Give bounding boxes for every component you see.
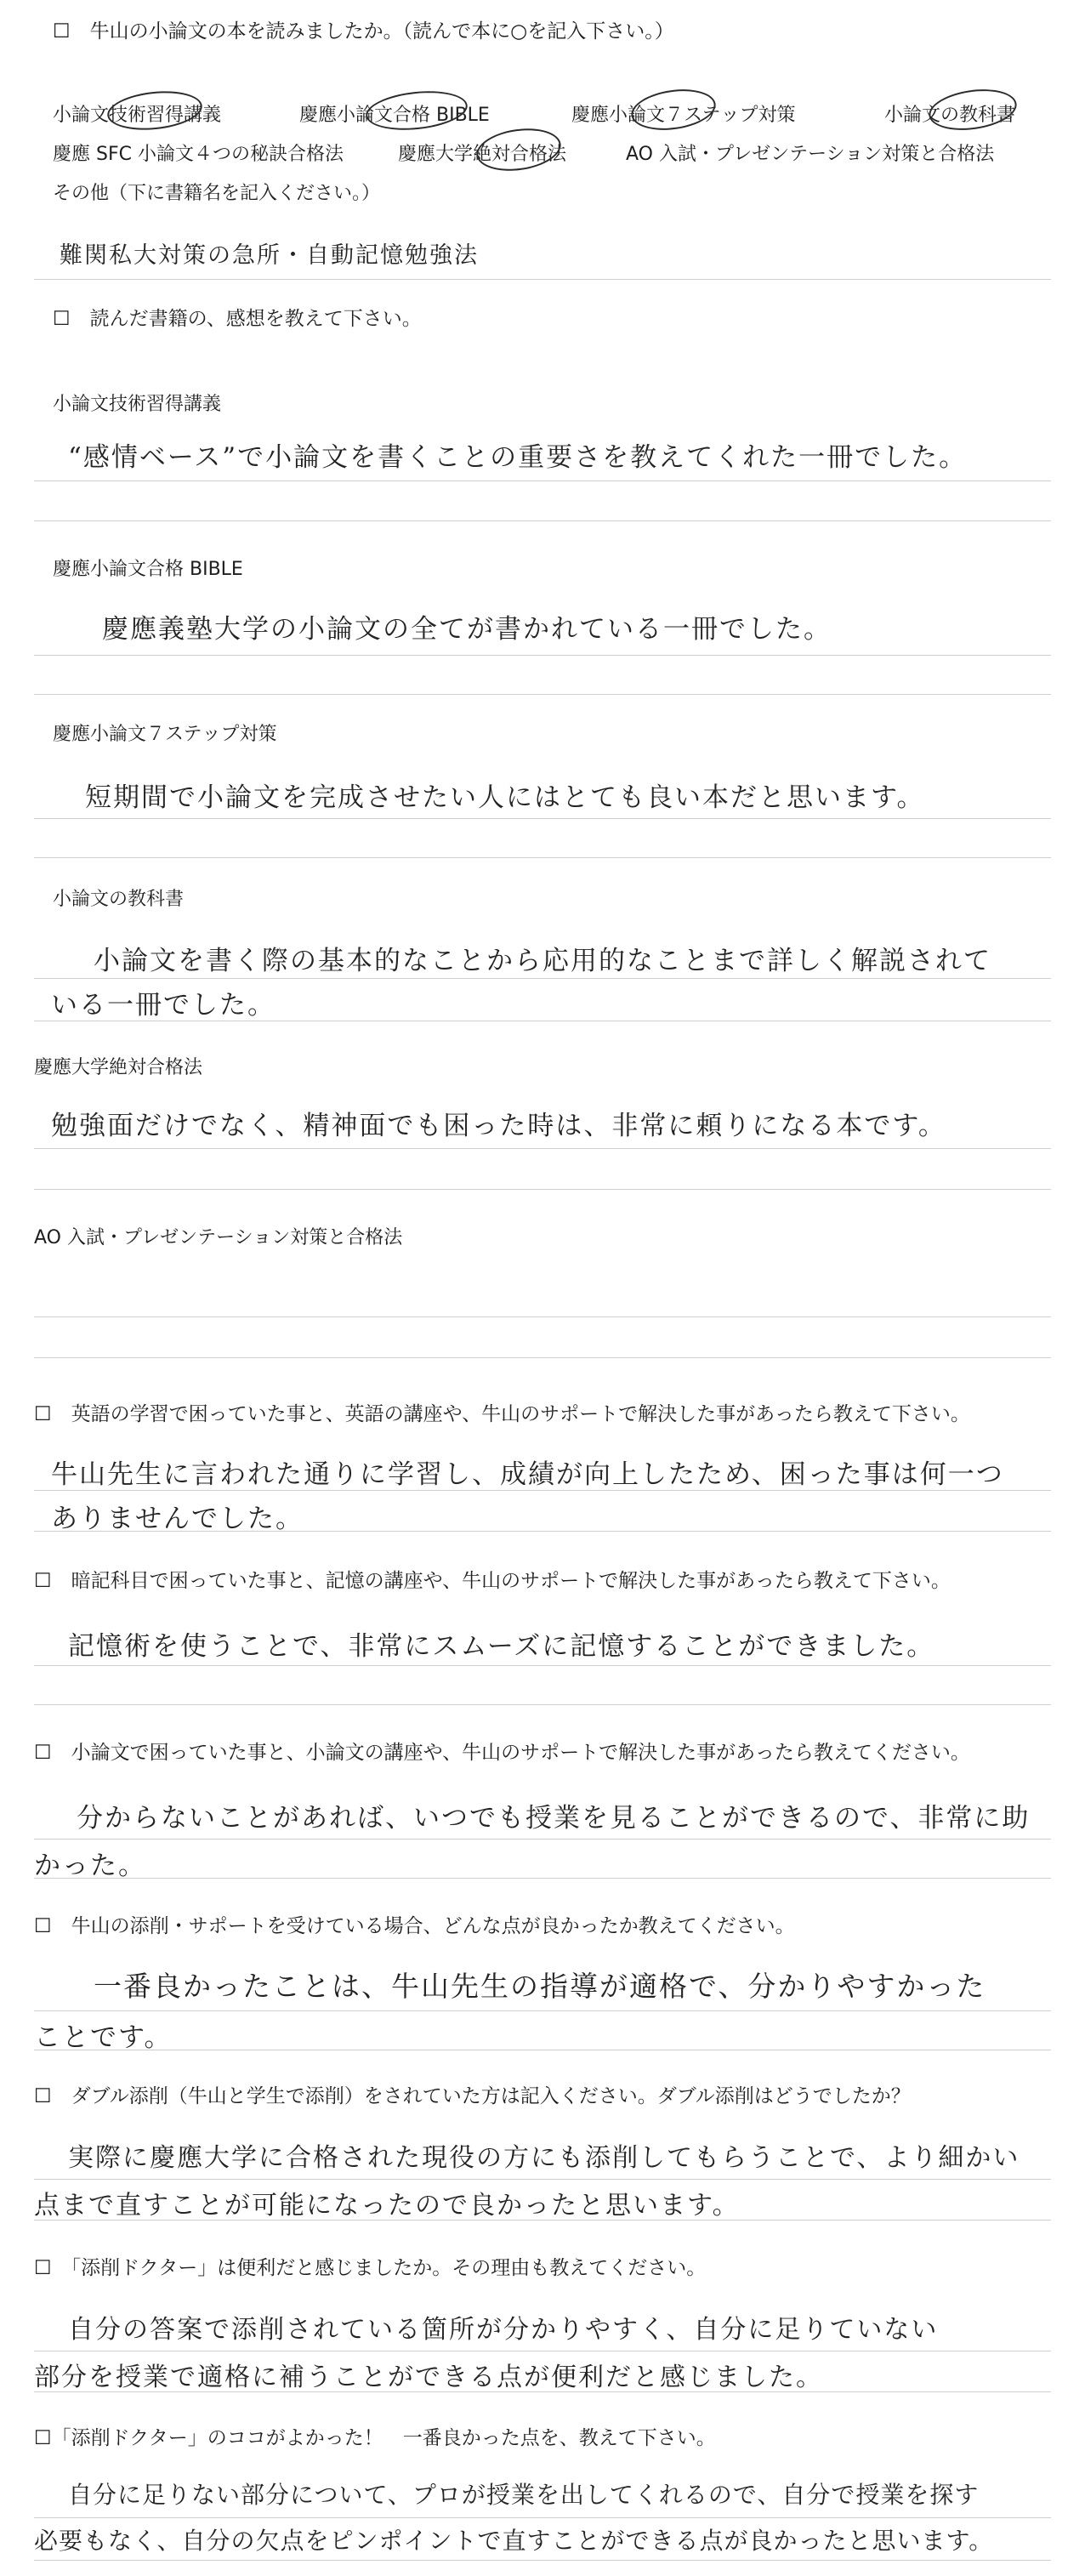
other-books-label: その他（下に書籍名を記入ください。）: [53, 183, 381, 204]
answer-memorization: 記憶術を使うことで、非常にスムーズに記憶することができました。: [68, 1631, 935, 1662]
review-title-4: 小論文の教科書: [53, 889, 185, 910]
answer-doctor-line1: 自分の答案で添削されている箇所が分かりやすく、自分に足りていない: [68, 2315, 939, 2345]
review-answer-5: 勉強面だけでなく、精神面でも困った時は、非常に頼りになる本です。: [51, 1111, 946, 1141]
answer-essay-line2: かった。: [34, 1851, 146, 1881]
selection-circle: [926, 84, 1019, 135]
review-answer-1: “感情ベース”で小論文を書くことの重要さを教えてくれた一冊でした。: [68, 442, 968, 473]
book-option-5: 慶應 SFC 小論文４つの秘訣合格法: [53, 144, 344, 165]
review-answer-4-line2: いる一冊でした。: [51, 990, 276, 1021]
answer-correction-line2: ことです。: [34, 2022, 173, 2053]
question-memorization: ☐ 暗記科目で困っていた事と、記憶の講座や、牛山のサポートで解決した事があったら教えて下さい。: [34, 1570, 951, 1592]
book-option-7: AO 入試・プレゼンテーション対策と合格法: [626, 144, 995, 165]
question-english: ☐ 英語の学習で困っていた事と、英語の講座や、牛山のサポートで解決した事があったら教えて下さい。: [34, 1403, 970, 1425]
review-title-2: 慶應小論文合格 BIBLE: [53, 559, 243, 580]
review-title-1: 小論文技術習得講義: [53, 394, 222, 415]
other-books-answer: 難関私大対策の急所・自動記憶勉強法: [60, 242, 479, 269]
review-title-5: 慶應大学絶対合格法: [34, 1057, 203, 1078]
answer-doctor-best-line2: 必要もなく、自分の欠点をピンポイントで直すことができる点が良かったと思います。: [34, 2527, 994, 2555]
question-doctor-useful: ☐ 「添削ドクター」は便利だと感じましたか。その理由も教えてください。: [34, 2257, 707, 2279]
review-title-6: AO 入試・プレゼンテーション対策と合格法: [34, 1227, 403, 1248]
answer-english-line2: ありませんでした。: [51, 1504, 304, 1534]
review-title-3: 慶應小論文７ステップ対策: [53, 724, 277, 745]
answer-english-line1: 牛山先生に言われた通りに学習し、成績が向上したため、困った事は何一つ: [51, 1459, 1004, 1490]
review-answer-4-line1: 小論文を書く際の基本的なことから応用的なことまで詳しく解説されて: [94, 946, 991, 976]
selection-circle: [628, 84, 718, 134]
selection-circle: [474, 123, 564, 175]
answer-correction-line1: 一番良かったことは、牛山先生の指導が適格で、分かりやすかった: [94, 1970, 986, 2003]
answer-essay-line1: 分からないことがあれば、いつでも授業を見ることができるので、非常に助: [77, 1803, 1031, 1834]
question-book-impressions: ☐ 読んだ書籍の、感想を教えて下さい。: [53, 308, 422, 330]
selection-circle: [105, 87, 204, 134]
question-double-correction: ☐ ダブル添削（牛山と学生で添削）をされていた方は記入ください。ダブル添削はどうでしたか？: [34, 2085, 911, 2107]
book-option-3: 慶應小論文７ステップ対策: [571, 105, 796, 126]
review-answer-3: 短期間で小論文を完成させたい人にはとても良い本だと思います。: [85, 782, 925, 813]
question-essay: ☐ 小論文で困っていた事と、小論文の講座や、牛山のサポートで解決した事があったら教えてください。: [34, 1742, 970, 1764]
question-books-read: ☐ 牛山の小論文の本を読みましたか。（読んで本に○を記入下さい。）: [53, 20, 674, 43]
answer-doctor-best-line1: 自分に足りない部分について、プロが授業を出してくれるので、自分で授業を探す: [68, 2481, 980, 2509]
answer-double-line2: 点まで直すことが可能になったので良かったと思います。: [34, 2191, 740, 2221]
review-answer-2: 慶應義塾大学の小論文の全てが書かれている一冊でした。: [102, 614, 832, 645]
question-correction-support: ☐ 牛山の添削・サポートを受けている場合、どんな点が良かったか教えてください。: [34, 1915, 795, 1937]
answer-double-line1: 実際に慶應大学に合格された現役の方にも添削してもらうことで、より細かい: [68, 2143, 1020, 2173]
selection-circle: [364, 87, 469, 134]
book-option-6: 慶應大学絶対合格法: [398, 144, 567, 165]
book-option-2: 慶應小論文合格 BIBLE: [299, 105, 490, 126]
answer-doctor-line2: 部分を授業で適格に補うことができる点が便利だと感じました。: [34, 2363, 823, 2392]
question-doctor-best: ☐「添削ドクター」のココがよかった！ 一番良かった点を、教えて下さい。: [34, 2427, 716, 2449]
book-option-4: 小論文の教科書: [884, 105, 1016, 126]
book-option-1: 小論文技術習得講義: [53, 105, 222, 126]
